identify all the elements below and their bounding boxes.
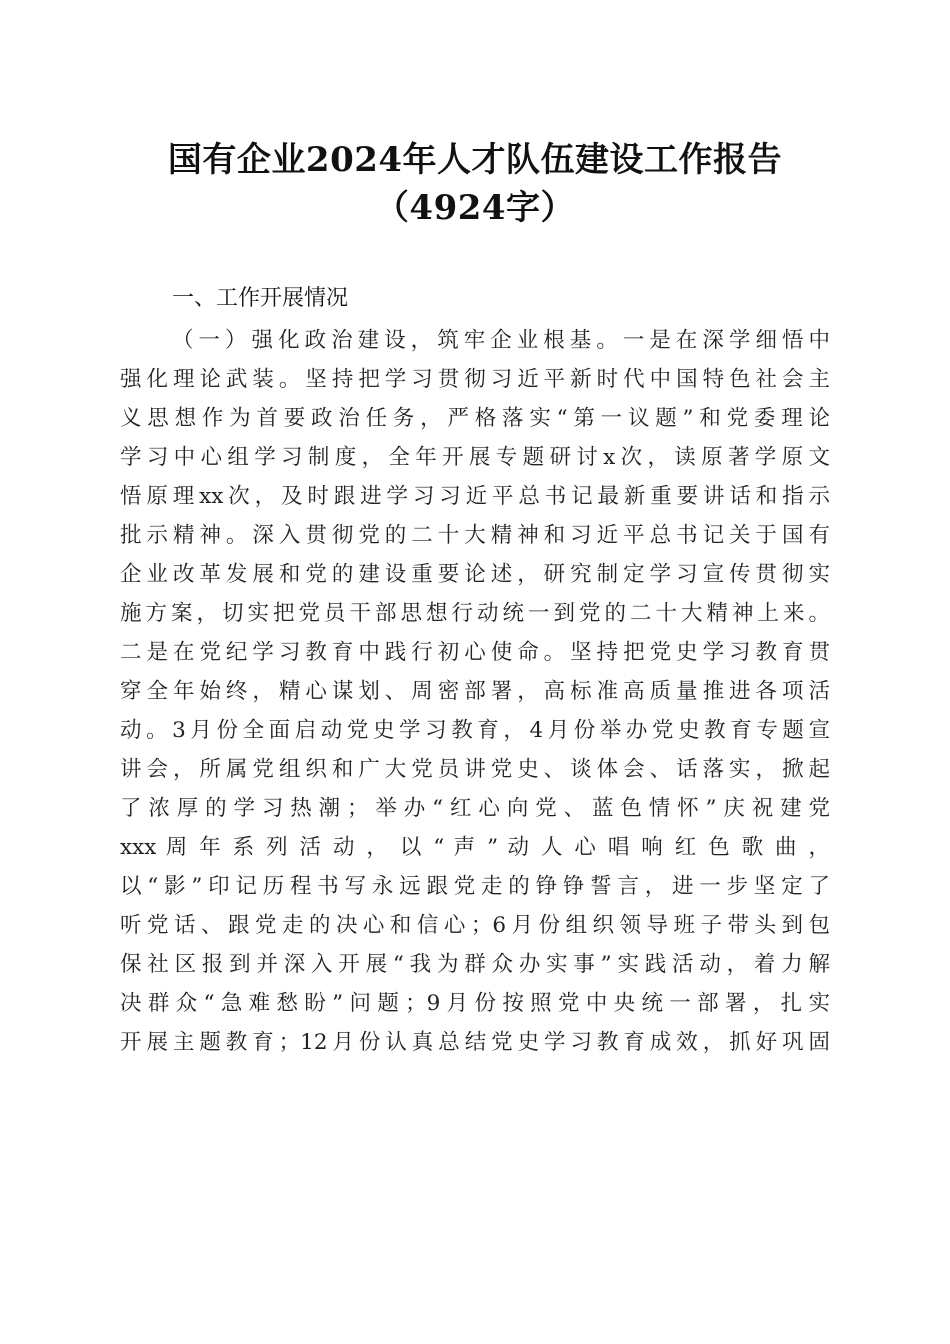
paragraph-line: 强化理论武装。坚持把学习贯彻习近平新时代中国特色社会主 xyxy=(120,367,830,392)
paragraph-line: 悟原理xx次，及时跟进学习习近平总书记最新重要讲话和指示 xyxy=(120,484,830,509)
paragraph-line: 穿全年始终，精心谋划、周密部署，高标准高质量推进各项活 xyxy=(120,679,830,704)
paragraph-line: 二是在党纪学习教育中践行初心使命。坚持把党史学习教育贯 xyxy=(120,640,830,665)
paragraph-line: 企业改革发展和党的建设重要论述，研究制定学习宣传贯彻实 xyxy=(120,562,830,587)
paragraph-line: 施方案，切实把党员干部思想行动统一到党的二十大精神上来。 xyxy=(120,601,830,626)
document-title-block xyxy=(0,136,950,232)
paragraph-line: 义思想作为首要政治任务，严格落实“第一议题”和党委理论 xyxy=(120,406,830,431)
section-heading: 一、工作开展情况 xyxy=(172,286,349,311)
paragraph-line: 听党话、跟党走的决心和信心；6月份组织领导班子带头到包 xyxy=(120,913,830,938)
paragraph-line: 批示精神。深入贯彻党的二十大精神和习近平总书记关于国有 xyxy=(120,523,830,548)
paragraph-line: 了浓厚的学习热潮；举办“红心向党、蓝色情怀”庆祝建党 xyxy=(120,796,830,821)
paragraph-line: xxx 周 年 系 列 活 动 ， 以 “ 声 ” 动 人 心 唱 响 红 色 歌 曲 ， xyxy=(120,835,830,860)
paragraph-line: （一）强化政治建设，筑牢企业根基。一是在深学细悟中 xyxy=(172,328,830,353)
paragraph-line: 讲会，所属党组织和广大党员讲党史、谈体会、话落实，掀起 xyxy=(120,757,830,782)
paragraph-line: 保社区报到并深入开展“我为群众办实事”实践活动，着力解 xyxy=(120,952,830,977)
document-subtitle: （4924字） xyxy=(374,188,576,228)
paragraph-line: 开展主题教育；12月份认真总结党史学习教育成效，抓好巩固 xyxy=(120,1030,830,1055)
paragraph-line: 决群众“急难愁盼”问题；9月份按照党中央统一部署，扎实 xyxy=(120,991,830,1016)
paragraph-line: 学习中心组学习制度，全年开展专题研讨x次，读原著学原文 xyxy=(120,445,830,470)
paragraph-line: 动。3月份全面启动党史学习教育，4月份举办党史教育专题宣 xyxy=(120,718,830,743)
body-paragraph xyxy=(120,321,830,1062)
document-title: 国有企业2024年人才队伍建设工作报告 xyxy=(167,140,783,180)
paragraph-line: 以“影”印记历程书写永远跟党走的铮铮誓言，进一步坚定了 xyxy=(120,874,830,899)
